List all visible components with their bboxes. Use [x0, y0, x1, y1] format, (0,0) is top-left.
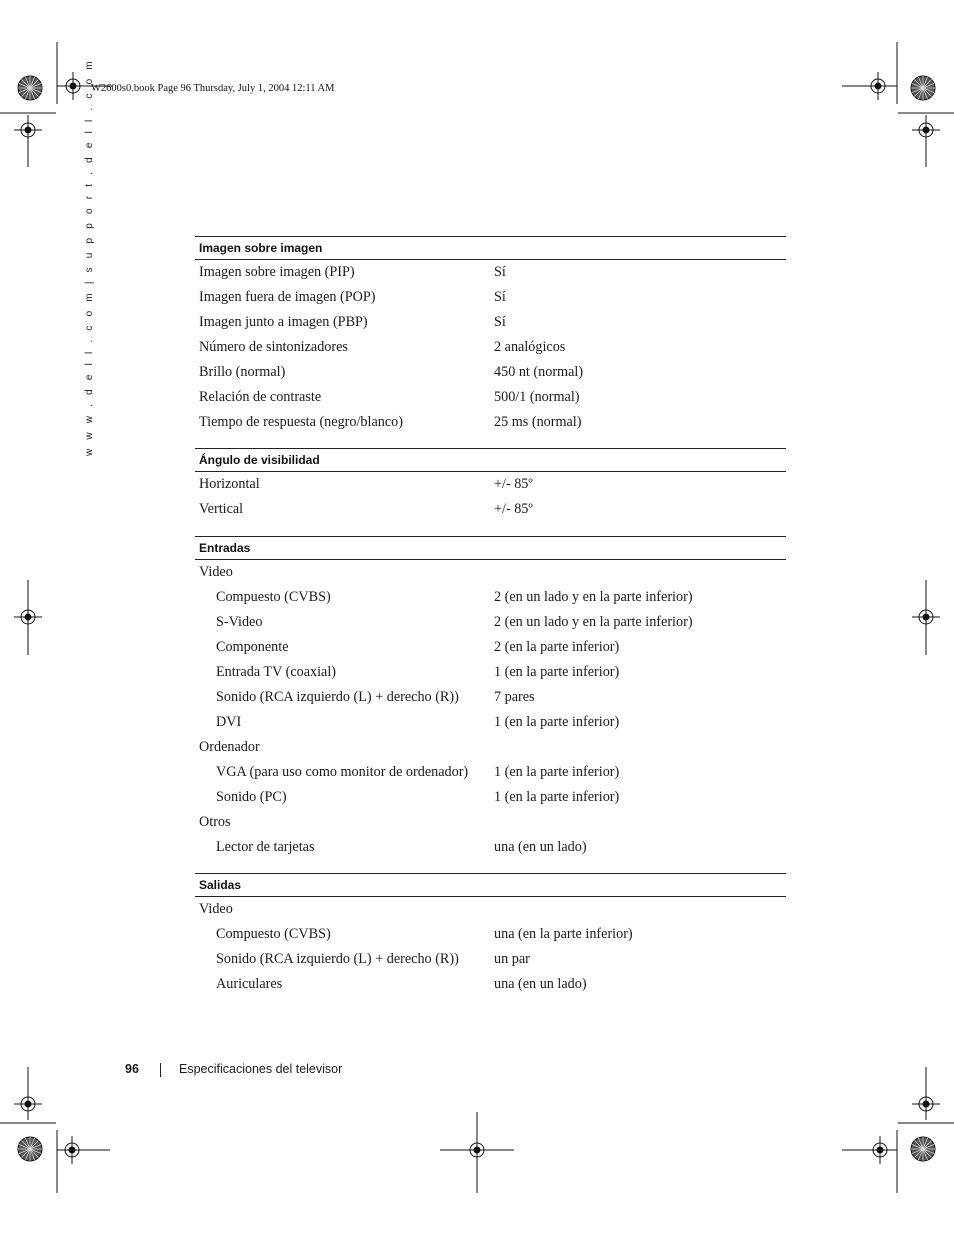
spec-label: Compuesto (CVBS) [216, 926, 331, 942]
spec-value: una (en un lado) [494, 976, 587, 992]
spec-label: Entrada TV (coaxial) [216, 664, 337, 680]
spec-label: Componente [216, 639, 289, 655]
spec-value: 1 (en la parte inferior) [494, 764, 620, 780]
spec-label: Otros [199, 814, 231, 830]
spec-value: +/- 85º [494, 476, 533, 492]
spec-label: DVI [216, 714, 242, 730]
spec-label: Video [199, 901, 233, 917]
spec-label: S-Video [216, 614, 263, 630]
spec-label: Relación de contraste [199, 389, 322, 405]
section-heading: Ángulo de visibilidad [195, 448, 786, 472]
spec-value: 450 nt (normal) [494, 364, 584, 380]
spec-label: Sonido (RCA izquierdo (L) + derecho (R)) [216, 951, 459, 967]
spec-label: Ordenador [199, 739, 260, 755]
spec-label: Auriculares [216, 976, 283, 992]
page-number: 96 [125, 1062, 139, 1076]
spec-label: Brillo (normal) [199, 364, 286, 380]
spec-label: Sonido (RCA izquierdo (L) + derecho (R)) [216, 689, 459, 705]
spec-label: Imagen sobre imagen (PIP) [199, 264, 355, 280]
spec-value: una (en un lado) [494, 839, 587, 855]
spec-value: 2 (en la parte inferior) [494, 639, 620, 655]
section-heading: Entradas [195, 536, 786, 560]
spec-value: Sí [494, 314, 506, 330]
spec-value: 1 (en la parte inferior) [494, 789, 620, 805]
spec-label: Lector de tarjetas [216, 839, 315, 855]
spec-value: 1 (en la parte inferior) [494, 714, 620, 730]
spec-value: 2 (en un lado y en la parte inferior) [494, 614, 693, 630]
spec-label: VGA (para uso como monitor de ordenador) [216, 764, 469, 780]
spec-value: 2 analógicos [494, 339, 566, 355]
spec-value: Sí [494, 264, 506, 280]
spec-label: Video [199, 564, 233, 580]
spec-value: 25 ms (normal) [494, 414, 582, 430]
spec-value: Sí [494, 289, 506, 305]
spec-value: un par [494, 951, 530, 967]
spec-value: 2 (en un lado y en la parte inferior) [494, 589, 693, 605]
spec-label: Imagen fuera de imagen (POP) [199, 289, 376, 305]
spec-label: Tiempo de respuesta (negro/blanco) [199, 414, 403, 430]
side-url: w w w . d e l l . c o m | s u p p o r t . d e l l . c o m [84, 58, 95, 456]
section-heading: Salidas [195, 873, 786, 897]
spec-label: Horizontal [199, 476, 260, 492]
spec-value: 1 (en la parte inferior) [494, 664, 620, 680]
spec-label: Imagen junto a imagen (PBP) [199, 314, 368, 330]
spec-value: +/- 85º [494, 501, 533, 517]
spec-label: Número de sintonizadores [199, 339, 348, 355]
spec-label: Vertical [199, 501, 244, 517]
print-header-info: W2600s0.book Page 96 Thursday, July 1, 2004 12:11 AM [91, 83, 335, 94]
section-heading: Imagen sobre imagen [195, 236, 786, 260]
spec-value: una (en la parte inferior) [494, 926, 633, 942]
spec-value: 7 pares [494, 689, 535, 705]
spec-label: Sonido (PC) [216, 789, 287, 805]
chapter-title: Especificaciones del televisor [179, 1062, 343, 1076]
spec-label: Compuesto (CVBS) [216, 589, 331, 605]
spec-value: 500/1 (normal) [494, 389, 580, 405]
